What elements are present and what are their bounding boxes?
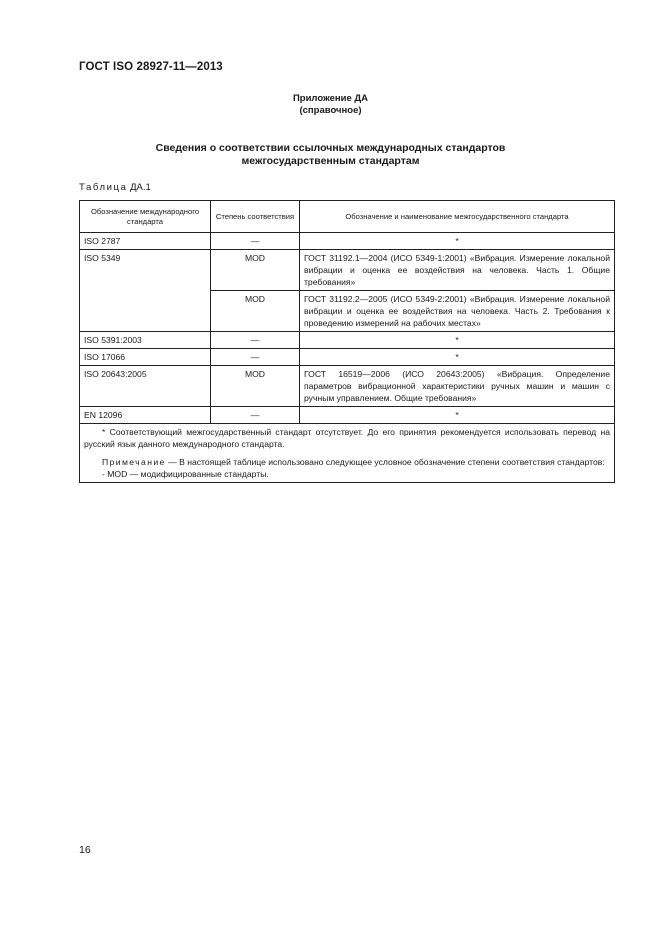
cell-description: ГОСТ 31192.2—2005 (ИСО 5349-2:2001) «Вибрация. Измерение локальной вибрации и оценка ее воздействия на человека. Часть 2. Требования к проведению измерений на рабочих местах»: [300, 291, 615, 332]
cell-degree: MOD: [211, 366, 300, 407]
page-number: 16: [79, 844, 91, 856]
column-header-standard: Обозначение международного стандарта: [80, 201, 211, 233]
cell-degree: —: [211, 233, 300, 250]
correspondence-table: [79, 200, 615, 483]
cell-standard: ISO 2787: [80, 233, 211, 250]
note-item: - MOD — модифицированные стандарты.: [102, 469, 269, 479]
appendix-heading: [0, 93, 661, 117]
cell-standard: ISO 20643:2005: [80, 366, 211, 407]
cell-degree: MOD: [211, 291, 300, 332]
note-paragraph: [84, 456, 610, 468]
table-row: [80, 366, 615, 407]
cell-standard: EN 12096: [80, 407, 211, 424]
cell-degree: —: [211, 332, 300, 349]
section-title-line2: межгосударственным стандартам: [241, 155, 420, 167]
appendix-subtitle: (справочное): [299, 105, 362, 116]
cell-description: *: [300, 407, 615, 424]
cell-degree: MOD: [211, 250, 300, 291]
table-label-number: ДА.1: [130, 182, 151, 193]
table-label-word: Таблица: [79, 182, 128, 193]
note-label: Примечание: [102, 457, 166, 467]
cell-description: *: [300, 332, 615, 349]
table-row: [80, 349, 615, 366]
table-row: [80, 332, 615, 349]
document-code: ГОСТ ISO 28927-11—2013: [79, 61, 223, 73]
column-header-description: Обозначение и наименование межгосударственного стандарта: [300, 201, 615, 233]
section-title-line1: Сведения о соответствии ссылочных международных стандартов: [155, 142, 506, 154]
column-header-degree: Степень соответствия: [211, 201, 300, 233]
footnote-text: * Соответствующий межгосударственный стандарт отсутствует. До его принятия рекомендуется использовать перевод на русский язык данного международного стандарта.: [84, 427, 610, 449]
table-row: [80, 407, 615, 424]
table-row: [80, 233, 615, 250]
table-label: [79, 182, 151, 193]
cell-standard: ISO 17066: [80, 349, 211, 366]
cell-degree: —: [211, 407, 300, 424]
cell-standard: ISO 5349: [80, 250, 211, 332]
table-header-row: [80, 201, 615, 233]
cell-description: *: [300, 349, 615, 366]
table-row: [80, 250, 615, 291]
section-title: [0, 142, 661, 168]
cell-description: ГОСТ 31192.1—2004 (ИСО 5349-1:2001) «Вибрация. Измерение локальной вибрации и оценка ее воздействия на человека. Часть 1. Общие требования»: [300, 250, 615, 291]
table-footer-row: [80, 424, 615, 483]
cell-description: *: [300, 233, 615, 250]
note-text: — В настоящей таблице использовано следующее условное обозначение степени соответствия стандартов:: [165, 457, 605, 467]
appendix-title: Приложение ДА: [292, 93, 369, 104]
table-footnote-cell: [80, 424, 615, 483]
cell-standard: ISO 5391:2003: [80, 332, 211, 349]
cell-degree: —: [211, 349, 300, 366]
cell-description: ГОСТ 16519—2006 (ИСО 20643:2005) «Вибрация. Определение параметров вибрационной характеристики ручных машин и машин с ручным управлением. Общие требования»: [300, 366, 615, 407]
